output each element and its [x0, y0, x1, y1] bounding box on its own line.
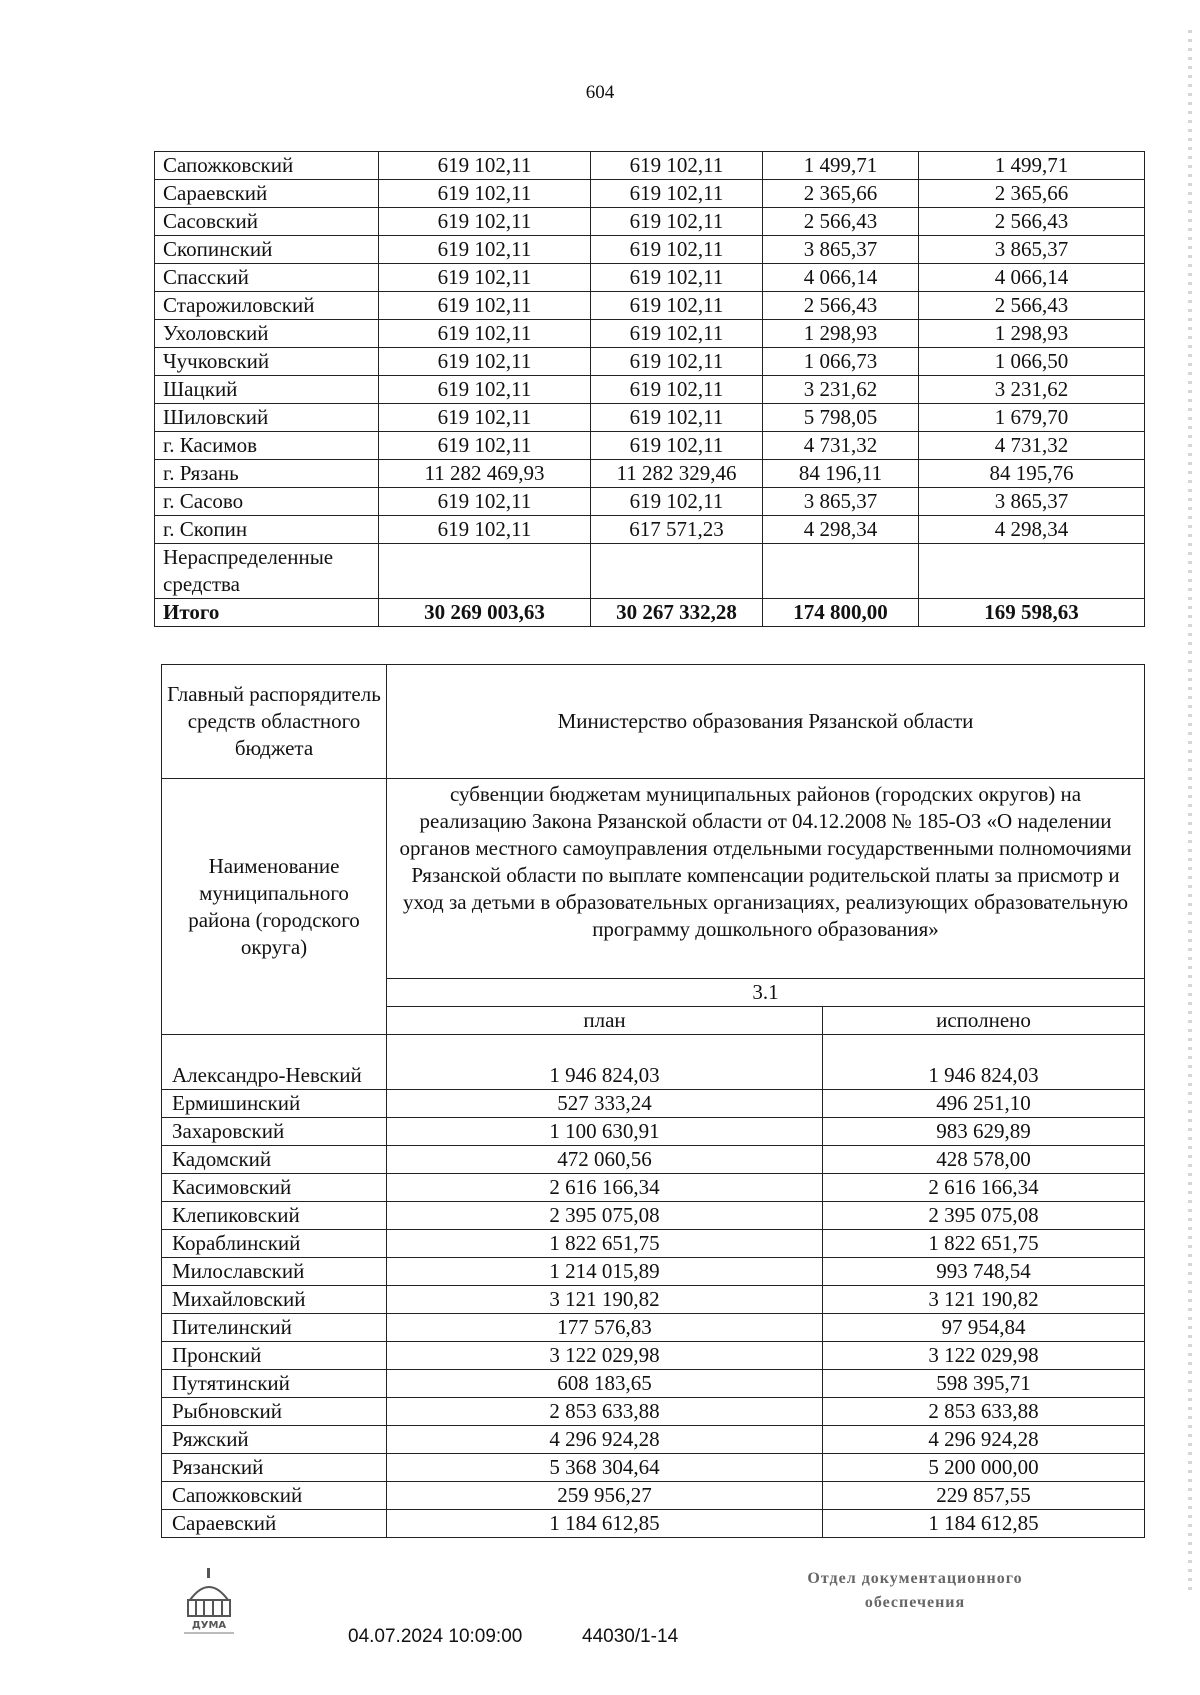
- department-stamp: Отдел документационного обеспечения: [807, 1570, 1023, 1611]
- plan-value: 177 576,83: [387, 1314, 823, 1342]
- total-value: 30 269 003,63: [379, 599, 591, 627]
- value-cell: 1 499,71: [763, 152, 919, 180]
- district-name: Чучковский: [155, 348, 379, 376]
- plan-value: 472 060,56: [387, 1146, 823, 1174]
- value-cell: 619 102,11: [379, 404, 591, 432]
- value-cell: 11 282 469,93: [379, 460, 591, 488]
- compensation-subvention-table: [161, 664, 1145, 1538]
- district-name: Клепиковский: [162, 1202, 387, 1230]
- table-row: [162, 1090, 1145, 1118]
- plan-value: 527 333,24: [387, 1090, 823, 1118]
- footer-reg-number: 44030/1-14: [582, 1626, 679, 1647]
- head-subvention-description: субвенции бюджетам муниципальных районов (городских округов) на реализацию Закона Рязанской области от 04.12.2008 № 185-ОЗ «О наделении органов местного самоуправления отдельными государственными полномочиями Рязанской области по выплате компенсации родительской платы за присмотр и уход за детьми в образовательных организациях, реализующих образовательную программу дошкольного образования»: [387, 779, 1145, 979]
- district-name: Касимовский: [162, 1174, 387, 1202]
- done-value: 97 954,84: [823, 1314, 1145, 1342]
- plan-value: 1 100 630,91: [387, 1118, 823, 1146]
- done-value: 993 748,54: [823, 1258, 1145, 1286]
- table2-body: [162, 1035, 1145, 1538]
- done-value: 1 822 651,75: [823, 1230, 1145, 1258]
- value-cell: 4 298,34: [919, 516, 1145, 544]
- district-name: г. Касимов: [155, 432, 379, 460]
- value-cell: 1 298,93: [763, 320, 919, 348]
- plan-value: 2 853 633,88: [387, 1398, 823, 1426]
- done-value: 983 629,89: [823, 1118, 1145, 1146]
- table-row: [162, 1398, 1145, 1426]
- table-row: [155, 460, 1145, 488]
- table1-body: [155, 152, 1145, 627]
- value-cell: 619 102,11: [591, 432, 763, 460]
- district-name: Скопинский: [155, 236, 379, 264]
- done-value: 229 857,55: [823, 1482, 1145, 1510]
- district-name: Александро-Невский: [162, 1035, 387, 1090]
- value-cell: 619 102,11: [591, 264, 763, 292]
- table-row: [162, 1370, 1145, 1398]
- table-row: [162, 1035, 1145, 1090]
- table-row: [155, 348, 1145, 376]
- value-cell: 4 731,32: [763, 432, 919, 460]
- page-number: 604: [585, 82, 615, 103]
- value-cell: 3 231,62: [919, 376, 1145, 404]
- value-cell: 11 282 329,46: [591, 460, 763, 488]
- value-cell: 619 102,11: [591, 152, 763, 180]
- value-cell: 617 571,23: [591, 516, 763, 544]
- value-cell: 619 102,11: [379, 180, 591, 208]
- district-name: Шацкий: [155, 376, 379, 404]
- district-name: Рыбновский: [162, 1398, 387, 1426]
- district-name: Путятинский: [162, 1370, 387, 1398]
- empty-cell: [379, 544, 591, 599]
- district-name: г. Скопин: [155, 516, 379, 544]
- table-row-total: [155, 599, 1145, 627]
- table-row: [155, 264, 1145, 292]
- footer-timestamp: 04.07.2024 10:09:00: [348, 1626, 523, 1647]
- empty-cell: [763, 544, 919, 599]
- table-row: [162, 1174, 1145, 1202]
- table-row: [155, 292, 1145, 320]
- value-cell: 1 679,70: [919, 404, 1145, 432]
- district-name: Милославский: [162, 1258, 387, 1286]
- plan-value: 2 395 075,08: [387, 1202, 823, 1230]
- district-name: Старожиловский: [155, 292, 379, 320]
- value-cell: 2 566,43: [919, 208, 1145, 236]
- done-value: 496 251,10: [823, 1090, 1145, 1118]
- table-row: [155, 208, 1145, 236]
- done-value: 598 395,71: [823, 1370, 1145, 1398]
- value-cell: 1 066,73: [763, 348, 919, 376]
- table-row: [162, 1510, 1145, 1538]
- value-cell: 619 102,11: [591, 488, 763, 516]
- district-name: г. Рязань: [155, 460, 379, 488]
- district-name: Ермишинский: [162, 1090, 387, 1118]
- table-row: [155, 404, 1145, 432]
- empty-cell: [919, 544, 1145, 599]
- value-cell: 619 102,11: [379, 488, 591, 516]
- district-name: Спасский: [155, 264, 379, 292]
- value-cell: 84 195,76: [919, 460, 1145, 488]
- value-cell: 619 102,11: [379, 292, 591, 320]
- table-row: [162, 1314, 1145, 1342]
- value-cell: 619 102,11: [379, 208, 591, 236]
- done-value: 3 121 190,82: [823, 1286, 1145, 1314]
- district-name: Рязанский: [162, 1454, 387, 1482]
- value-cell: 4 066,14: [763, 264, 919, 292]
- value-cell: 1 066,50: [919, 348, 1145, 376]
- value-cell: 619 102,11: [379, 348, 591, 376]
- plan-value: 1 822 651,75: [387, 1230, 823, 1258]
- total-value: 169 598,63: [919, 599, 1145, 627]
- plan-value: 3 121 190,82: [387, 1286, 823, 1314]
- value-cell: 1 499,71: [919, 152, 1145, 180]
- value-cell: 619 102,11: [591, 348, 763, 376]
- unallocated-label: Нераспределенные средства: [155, 544, 379, 599]
- head-code: 3.1: [387, 979, 1145, 1007]
- value-cell: 619 102,11: [379, 516, 591, 544]
- district-name: Сасовский: [155, 208, 379, 236]
- table-row: [162, 1118, 1145, 1146]
- scan-margin-artifact: [1188, 30, 1192, 1590]
- logo-text: ДУМА: [191, 1620, 227, 1631]
- district-name: Пронский: [162, 1342, 387, 1370]
- head-ministry: Министерство образования Рязанской области: [387, 665, 1145, 779]
- total-label: Итого: [155, 599, 379, 627]
- value-cell: 619 102,11: [379, 152, 591, 180]
- value-cell: 4 298,34: [763, 516, 919, 544]
- plan-value: 259 956,27: [387, 1482, 823, 1510]
- value-cell: 2 365,66: [763, 180, 919, 208]
- value-cell: 619 102,11: [591, 376, 763, 404]
- value-cell: 619 102,11: [591, 208, 763, 236]
- value-cell: 4 731,32: [919, 432, 1145, 460]
- table-row: [155, 516, 1145, 544]
- table-row: [155, 180, 1145, 208]
- value-cell: 84 196,11: [763, 460, 919, 488]
- district-name: Сараевский: [162, 1510, 387, 1538]
- district-name: Ряжский: [162, 1426, 387, 1454]
- total-value: 174 800,00: [763, 599, 919, 627]
- value-cell: 619 102,11: [591, 236, 763, 264]
- district-name: Михайловский: [162, 1286, 387, 1314]
- district-name: Кадомский: [162, 1146, 387, 1174]
- value-cell: 619 102,11: [379, 432, 591, 460]
- value-cell: 3 865,37: [763, 236, 919, 264]
- value-cell: 2 566,43: [763, 292, 919, 320]
- value-cell: 3 231,62: [763, 376, 919, 404]
- table-row-unallocated: [155, 544, 1145, 599]
- plan-value: 4 296 924,28: [387, 1426, 823, 1454]
- table-row: [162, 1342, 1145, 1370]
- value-cell: 1 298,93: [919, 320, 1145, 348]
- done-value: 4 296 924,28: [823, 1426, 1145, 1454]
- done-value: 1 946 824,03: [823, 1035, 1145, 1090]
- value-cell: 3 865,37: [919, 488, 1145, 516]
- table-row: [162, 1426, 1145, 1454]
- district-name: Шиловский: [155, 404, 379, 432]
- table-row: [162, 1146, 1145, 1174]
- table-row: [162, 1202, 1145, 1230]
- value-cell: 2 566,43: [919, 292, 1145, 320]
- done-value: 2 395 075,08: [823, 1202, 1145, 1230]
- total-value: 30 267 332,28: [591, 599, 763, 627]
- table-row: [162, 1482, 1145, 1510]
- value-cell: 619 102,11: [379, 320, 591, 348]
- district-name: Ухоловский: [155, 320, 379, 348]
- value-cell: 3 865,37: [919, 236, 1145, 264]
- table-row: [155, 432, 1145, 460]
- table-row: [155, 320, 1145, 348]
- done-value: 5 200 000,00: [823, 1454, 1145, 1482]
- table-row: [155, 376, 1145, 404]
- value-cell: 619 102,11: [591, 292, 763, 320]
- table-row: [162, 1454, 1145, 1482]
- table-row: [162, 1258, 1145, 1286]
- table-row: [162, 1286, 1145, 1314]
- plan-value: 1 946 824,03: [387, 1035, 823, 1090]
- district-name: Сапожковский: [155, 152, 379, 180]
- district-name: Сапожковский: [162, 1482, 387, 1510]
- plan-value: 2 616 166,34: [387, 1174, 823, 1202]
- head-plan: план: [387, 1007, 823, 1035]
- head-chief-administrator: Главный распорядитель средств областного бюджета: [162, 665, 387, 779]
- district-name: г. Сасово: [155, 488, 379, 516]
- table-row: [155, 488, 1145, 516]
- value-cell: 5 798,05: [763, 404, 919, 432]
- head-municipality-name: Наименование муниципального района (городского округа): [162, 779, 387, 1035]
- value-cell: 619 102,11: [379, 264, 591, 292]
- subsidy-table-continued: [154, 151, 1145, 627]
- plan-value: 1 184 612,85: [387, 1510, 823, 1538]
- district-name: Кораблинский: [162, 1230, 387, 1258]
- plan-value: 608 183,65: [387, 1370, 823, 1398]
- plan-value: 3 122 029,98: [387, 1342, 823, 1370]
- district-name: Захаровский: [162, 1118, 387, 1146]
- plan-value: 1 214 015,89: [387, 1258, 823, 1286]
- district-name: Пителинский: [162, 1314, 387, 1342]
- done-value: 1 184 612,85: [823, 1510, 1145, 1538]
- done-value: 2 616 166,34: [823, 1174, 1145, 1202]
- value-cell: 2 365,66: [919, 180, 1145, 208]
- empty-cell: [591, 544, 763, 599]
- value-cell: 3 865,37: [763, 488, 919, 516]
- duma-logo-icon: [180, 1566, 238, 1636]
- done-value: 2 853 633,88: [823, 1398, 1145, 1426]
- value-cell: 4 066,14: [919, 264, 1145, 292]
- value-cell: 619 102,11: [591, 404, 763, 432]
- value-cell: 619 102,11: [591, 320, 763, 348]
- value-cell: 2 566,43: [763, 208, 919, 236]
- table-row: [155, 236, 1145, 264]
- head-done: исполнено: [823, 1007, 1145, 1035]
- plan-value: 5 368 304,64: [387, 1454, 823, 1482]
- value-cell: 619 102,11: [591, 180, 763, 208]
- table-row: [155, 152, 1145, 180]
- done-value: 428 578,00: [823, 1146, 1145, 1174]
- done-value: 3 122 029,98: [823, 1342, 1145, 1370]
- table-row: [162, 1230, 1145, 1258]
- value-cell: 619 102,11: [379, 376, 591, 404]
- value-cell: 619 102,11: [379, 236, 591, 264]
- district-name: Сараевский: [155, 180, 379, 208]
